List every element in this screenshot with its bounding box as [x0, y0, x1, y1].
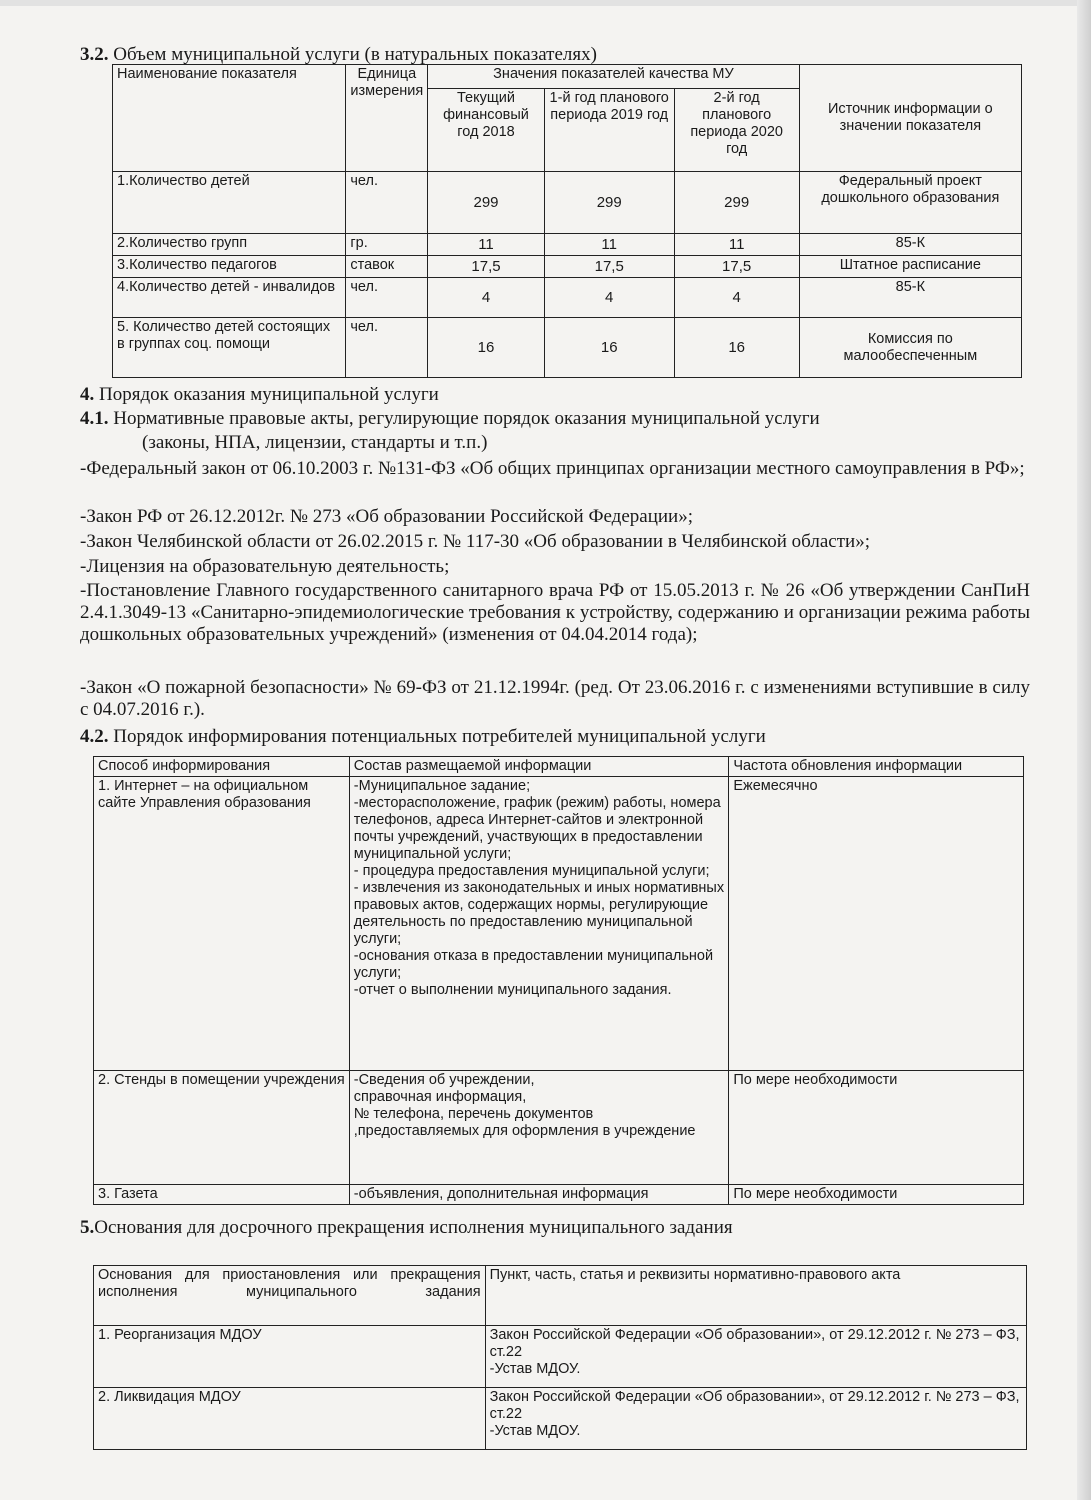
table-row: [113, 172, 1022, 234]
section-4-2-heading: [80, 726, 766, 748]
header-source: Источник информации о значении показателя: [799, 65, 1021, 172]
info-frequency: По мере необходимости: [729, 1071, 1024, 1185]
indicator-name: 2.Количество групп: [113, 234, 346, 256]
value-plan-2: 17,5: [674, 256, 799, 278]
section-4-heading: [80, 384, 439, 406]
section-title: Основания для досрочного прекращения исполнения муниципального задания: [94, 1217, 733, 1238]
indicator-source: Комиссия по малообеспеченным: [799, 318, 1021, 378]
indicator-source: 85-К: [799, 234, 1021, 256]
table-row: [94, 1388, 1027, 1450]
information-methods-table: [93, 756, 1024, 1205]
value-current: 17,5: [428, 256, 545, 278]
value-current: 11: [428, 234, 545, 256]
table-header-row: [94, 757, 1024, 777]
law-item: -Постановление Главного государственного санитарного врача РФ от 15.05.2013 г. № 26 «Об утверждении СанПиН 2.4.1.3049-13 «Санитарно-эпидемиологические требования к устройству, содержанию и организации режима работы дошкольных образовательных учреждений» (изменения от 04.04.2014 года);: [80, 580, 1030, 645]
indicator-source: Федеральный проект дошкольного образования: [799, 172, 1021, 234]
section-number: 4.: [80, 384, 95, 405]
termination-reason: 1. Реорганизация МДОУ: [94, 1326, 486, 1388]
info-content: -объявления, дополнительная информация: [349, 1185, 729, 1205]
law-item: -Лицензия на образовательную деятельность;: [80, 556, 450, 577]
termination-grounds-table: [93, 1265, 1027, 1450]
section-number: 4.1.: [80, 408, 109, 429]
header-frequency: Частота обновления информации: [729, 757, 1024, 777]
value-current: 299: [428, 172, 545, 234]
info-method: 3. Газета: [94, 1185, 350, 1205]
value-plan-2: 11: [674, 234, 799, 256]
table-row: [94, 1071, 1024, 1185]
section-4-1-subtitle: (законы, НПА, лицензии, стандарты и т.п.): [142, 432, 488, 453]
indicator-unit: гр.: [346, 234, 428, 256]
indicator-unit: ставок: [346, 256, 428, 278]
section-4-1-heading: [80, 408, 820, 430]
info-content: -Муниципальное задание; -месторасположение, график (режим) работы, номера телефонов, адреса Интернет-сайтов и электронной почты учреждений, участвующих в предоставлении муниципальной услуги; - процедура предоставления муниципальной услуги; - извлечения из законодательных и иных нормативных правовых актов, содержащих нормы, регулирующие деятельность по предоставлению муниципальной услуги; -основания отказа в предоставлении муниципальной услуги; -отчет о выполнении муниципального задания.: [349, 777, 729, 1071]
termination-reason: 2. Ликвидация МДОУ: [94, 1388, 486, 1450]
indicator-unit: чел.: [346, 318, 428, 378]
header-unit: Единица измерения: [346, 65, 428, 172]
header-year-plan-2: 2-й год планового периода 2020 год: [674, 88, 799, 171]
table-row: [94, 777, 1024, 1071]
legal-act: Закон Российской Федерации «Об образовании», от 29.12.2012 г. № 273 – ФЗ, ст.22 -Устав МДОУ.: [485, 1326, 1026, 1388]
scan-top-edge: [0, 0, 1077, 6]
indicator-name: 4.Количество детей - инвалидов: [113, 278, 346, 318]
header-year-plan-1: 1-й год планового периода 2019 год: [544, 88, 674, 171]
section-title: Порядок информирования потенциальных потребителей муниципальной услуги: [108, 726, 766, 747]
indicator-name: 1.Количество детей: [113, 172, 346, 234]
section-number: 5.: [80, 1217, 95, 1238]
header-method: Способ информирования: [94, 757, 350, 777]
section-5-heading: [80, 1217, 733, 1239]
header-year-current: Текущий финансовый год 2018: [428, 88, 545, 171]
section-title: Объем муниципальной услуги (в натуральных показателях): [108, 44, 597, 65]
info-method: 2. Стенды в помещении учреждения: [94, 1071, 350, 1185]
value-plan-2: 299: [674, 172, 799, 234]
table-row: [113, 278, 1022, 318]
header-indicator-name: Наименование показателя: [113, 65, 346, 172]
header-grounds: Основания для приостановления или прекращения исполнения муниципального задания: [94, 1266, 486, 1326]
table-row: [94, 1185, 1024, 1205]
value-plan-1: 16: [544, 318, 674, 378]
info-frequency: По мере необходимости: [729, 1185, 1024, 1205]
section-3-2-heading: [80, 44, 597, 66]
law-item: -Закон РФ от 26.12.2012г. № 273 «Об образовании Российской Федерации»;: [80, 506, 693, 527]
table-row: [113, 318, 1022, 378]
law-item: -Закон Челябинской области от 26.02.2015 г. № 117-30 «Об образовании в Челябинской области»;: [80, 531, 870, 552]
info-method: 1. Интернет – на официальном сайте Управления образования: [94, 777, 350, 1071]
law-item: -Федеральный закон от 06.10.2003 г. №131-ФЗ «Об общих принципах организации местного самоуправления в РФ»;: [80, 458, 1025, 479]
header-content: Состав размещаемой информации: [349, 757, 729, 777]
header-legal-act: Пункт, часть, статья и реквизиты нормативно-правового акта: [485, 1266, 1026, 1326]
table-header-row: [113, 65, 1022, 89]
law-item: -Закон «О пожарной безопасности» № 69-ФЗ от 21.12.1994г. (ред. От 23.06.2016 г. с изменениями вступившие в силу с 04.07.2016 г.).: [80, 677, 1030, 720]
value-current: 16: [428, 318, 545, 378]
indicator-unit: чел.: [346, 278, 428, 318]
indicator-name: 3.Количество педагогов: [113, 256, 346, 278]
value-plan-2: 16: [674, 318, 799, 378]
table-row: [113, 234, 1022, 256]
value-plan-1: 11: [544, 234, 674, 256]
section-title: Нормативные правовые акты, регулирующие порядок оказания муниципальной услуги: [108, 408, 820, 429]
value-plan-1: 17,5: [544, 256, 674, 278]
indicator-source: 85-К: [799, 278, 1021, 318]
info-content: -Сведения об учреждении, справочная информация, № телефона, перечень документов ,предоставляемых для оформления в учреждение: [349, 1071, 729, 1185]
value-plan-1: 299: [544, 172, 674, 234]
section-title: Порядок оказания муниципальной услуги: [94, 384, 439, 405]
section-number: 4.2.: [80, 726, 109, 747]
table-row: [94, 1326, 1027, 1388]
value-plan-1: 4: [544, 278, 674, 318]
value-current: 4: [428, 278, 545, 318]
table-header-row: [94, 1266, 1027, 1326]
value-plan-2: 4: [674, 278, 799, 318]
indicator-name: 5. Количество детей состоящих в группах соц. помощи: [113, 318, 346, 378]
scan-right-edge: [1077, 0, 1091, 1500]
table-row: [113, 256, 1022, 278]
section-number: 3.2.: [80, 44, 109, 65]
header-values: Значения показателей качества МУ: [428, 65, 799, 89]
legal-act: Закон Российской Федерации «Об образовании», от 29.12.2012 г. № 273 – ФЗ, ст.22 -Устав МДОУ.: [485, 1388, 1026, 1450]
volume-indicators-table: [112, 64, 1022, 378]
info-frequency: Ежемесячно: [729, 777, 1024, 1071]
indicator-unit: чел.: [346, 172, 428, 234]
indicator-source: Штатное расписание: [799, 256, 1021, 278]
